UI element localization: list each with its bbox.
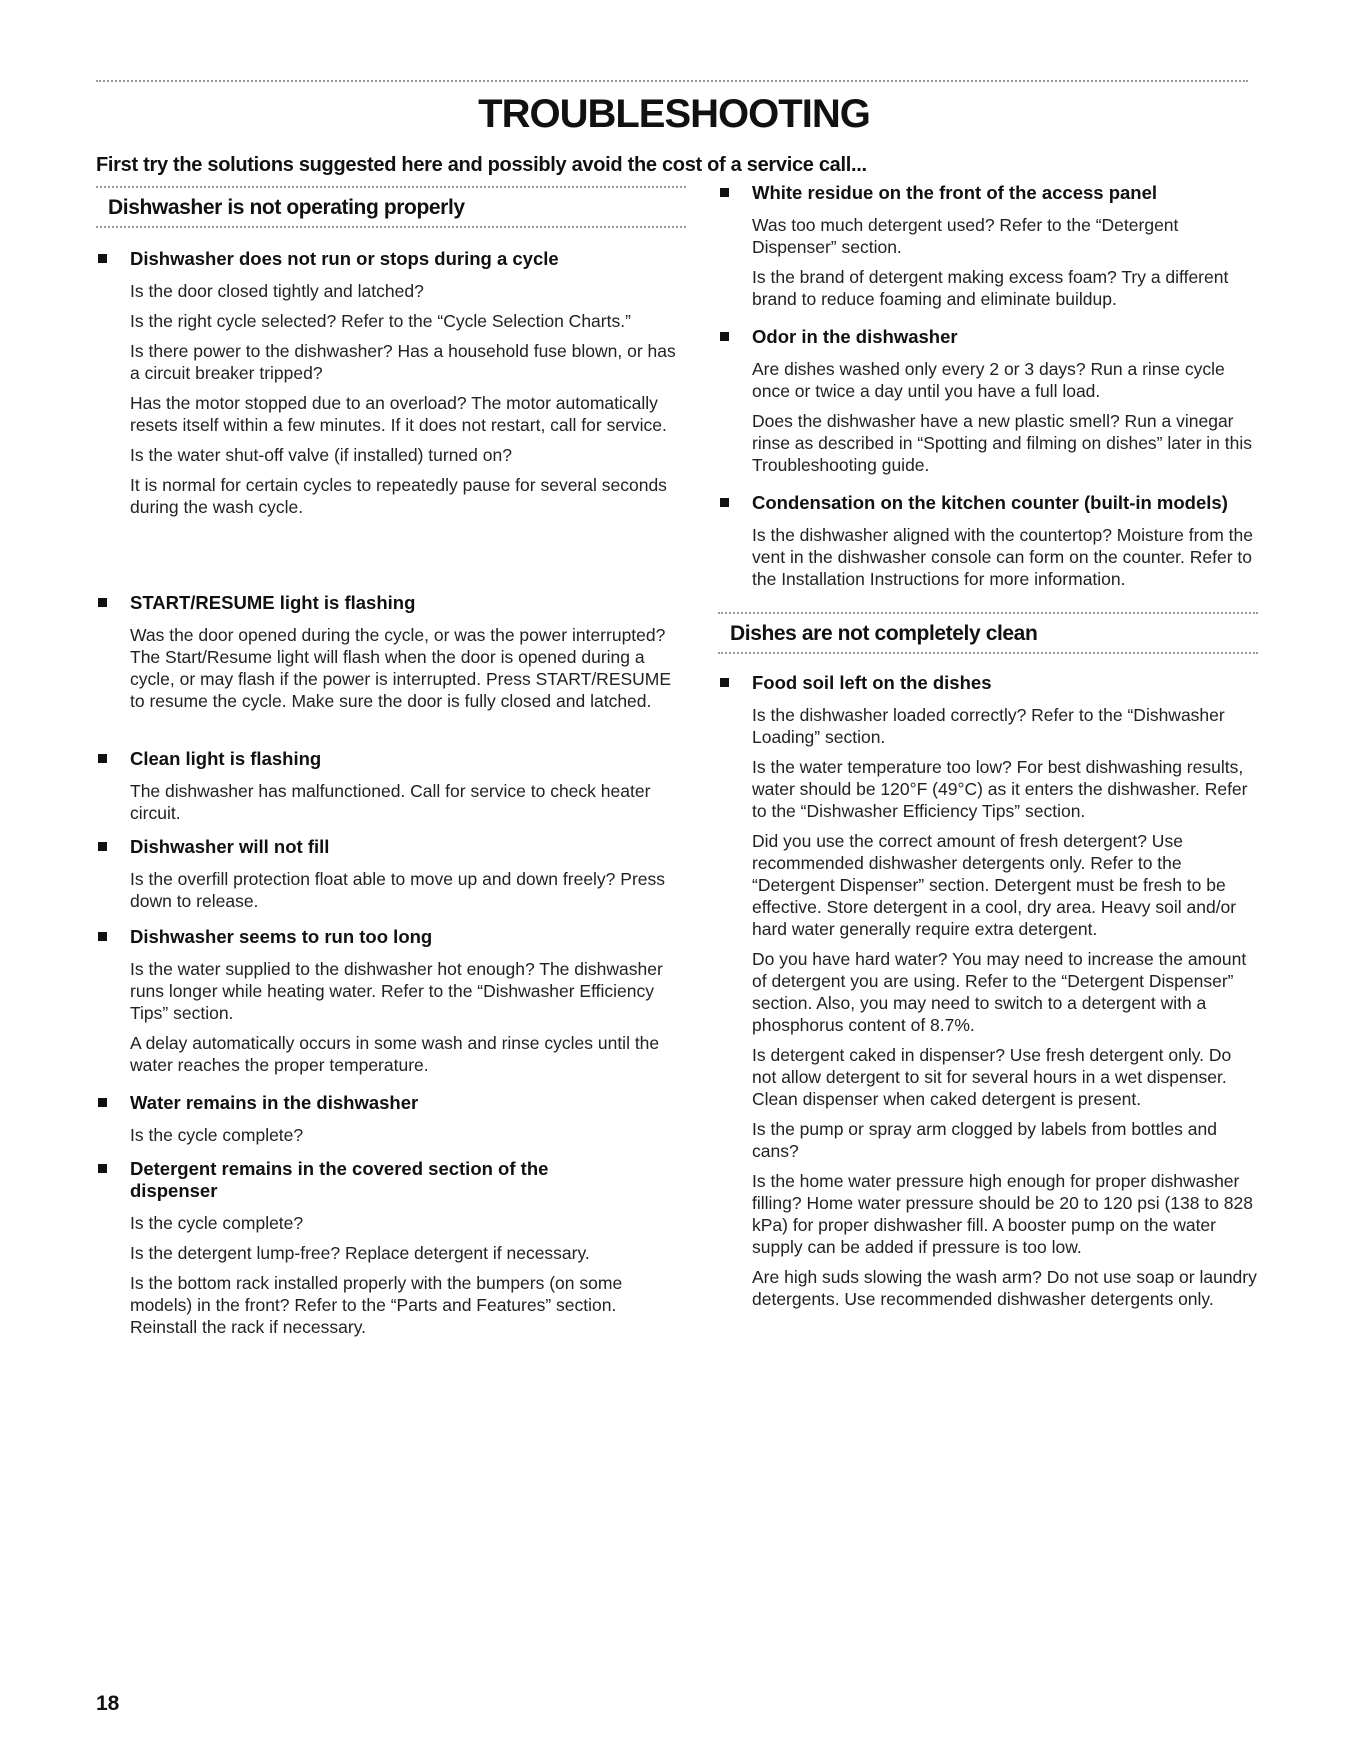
answer-text: Is the detergent lump-free? Replace detergent if necessary. [130,1243,590,1263]
answer-text: Are high suds slowing the wash arm? Do not use soap or laundry detergents. Use recommended dishwasher detergents only. [752,1267,1257,1309]
answer-text: A delay automatically occurs in some wash and rinse cycles until the water reaches the proper temperature. [130,1033,660,1075]
bullet-icon [720,498,729,507]
answer-text: Are dishes washed only every 2 or 3 days? Run a rinse cycle once or twice a day until you have a full load. [752,359,1225,401]
problem-heading-text: Dishwasher will not fill [130,836,330,857]
bullet-icon [98,1164,107,1173]
problem-heading [718,182,1258,204]
problem-heading-text: START/RESUME light is flashing [130,592,416,613]
bullet-icon [720,188,729,197]
bullet-icon [98,842,107,851]
problem-item [96,1092,686,1146]
problem-heading-text: Odor in the dishwasher [752,326,958,347]
answer-text: Is the water shut-off valve (if installed) turned on? [130,445,512,465]
answer-text: Is the cycle complete? [130,1125,304,1145]
problem-item [96,748,686,824]
problem-heading [96,836,686,858]
bullet-icon [720,678,729,687]
problem-heading-text: Detergent remains in the covered section of the dispenser [130,1158,549,1201]
problem-heading [96,1092,686,1114]
problem-heading [718,492,1258,514]
problem-item [96,1158,686,1338]
answer-text: Is the dishwasher aligned with the countertop? Moisture from the vent in the dishwasher console can form on the counter. Refer to the Installation Instructions for more information. [752,525,1253,589]
answer-text: Was too much detergent used? Refer to the “Detergent Dispenser” section. [752,215,1179,257]
problem-heading [718,326,1258,348]
answer-text: Is the home water pressure high enough for proper dishwasher filling? Home water pressure should be 20 to 120 psi (138 to 828 kPa) for proper dishwasher fill. A booster pump on the water supply can be added if pressure is too low. [752,1171,1253,1257]
answer-text: Is the dishwasher loaded correctly? Refer to the “Dishwasher Loading” section. [752,705,1225,747]
answer-text: Was the door opened during the cycle, or was the power interrupted? The Start/Resume light will flash when the door is opened during a cycle, or may flash if the power is interrupted. Press START/RESUME to resume the cycle. Make sure the door is fully closed and latched. [130,625,672,711]
intro-text: First try the solutions suggested here and possibly avoid the cost of a service call... [96,154,867,176]
section-rule-bottom [96,226,686,228]
problem-heading [96,248,686,270]
bullet-icon [98,254,107,263]
problem-heading-text: Dishwasher does not run or stops during a cycle [130,248,559,269]
section-title: Dishwasher is not operating properly [108,196,465,219]
answer-text: Does the dishwasher have a new plastic smell? Run a vinegar rinse as described in “Spotting and filming on dishes” later in this Troubleshooting guide. [752,411,1252,475]
answer-text: The dishwasher has malfunctioned. Call for service to check heater circuit. [130,781,651,823]
bullet-icon [98,754,107,763]
problem-item [96,592,686,712]
problem-item [718,182,1258,310]
page-number: 18 [96,1692,120,1715]
top-divider [96,80,1248,82]
problem-heading [96,926,686,948]
answer-text: Is there power to the dishwasher? Has a household fuse blown, or has a circuit breaker tripped? [130,341,676,383]
answer-text: Is the right cycle selected? Refer to the “Cycle Selection Charts.” [130,311,631,331]
problem-item [718,326,1258,476]
problem-heading [96,1158,686,1202]
problem-heading [96,748,686,770]
answer-text: Is the overfill protection float able to move up and down freely? Press down to release. [130,869,666,911]
problem-item [718,672,1258,1310]
section-header-not-operating [96,186,686,228]
problem-heading-text: Food soil left on the dishes [752,672,992,693]
section-header-not-clean [718,612,1258,654]
bullet-icon [720,332,729,341]
bullet-icon [98,1098,107,1107]
answer-text: Has the motor stopped due to an overload? The motor automatically resets itself within a few minutes. If it does not restart, call for service. [130,393,667,435]
answer-text: Is the water temperature too low? For best dishwashing results, water should be 120°F (49°C) as it enters the dishwasher. Refer to the “Dishwasher Efficiency Tips” section. [752,757,1248,821]
bullet-icon [98,598,107,607]
answer-text: Do you have hard water? You may need to increase the amount of detergent you are using. Refer to the “Detergent Dispenser” section. Also, you may need to switch to a detergent with a phosphorus content of 8.7%. [752,949,1247,1035]
answer-text: Did you use the correct amount of fresh detergent? Use recommended dishwasher detergents only. Refer to the “Detergent Dispenser” section. Detergent must be fresh to be effective. Store detergent in a cool, dry area. Heavy soil and/or hard water generally require extra detergent. [752,831,1237,939]
answer-text: It is normal for certain cycles to repeatedly pause for several seconds during the wash cycle. [130,475,667,517]
answer-text: Is the brand of detergent making excess foam? Try a different brand to reduce foaming and eliminate buildup. [752,267,1229,309]
problem-heading-text: Condensation on the kitchen counter (built-in models) [752,492,1228,513]
problem-heading [718,672,1258,694]
answer-text: Is the door closed tightly and latched? [130,281,424,301]
problem-item [96,926,686,1076]
page-title: TROUBLESHOOTING [478,92,870,136]
answer-text: Is detergent caked in dispenser? Use fresh detergent only. Do not allow detergent to sit for several hours in a wet dispenser. Clean dispenser when caked detergent is present. [752,1045,1232,1109]
bullet-icon [98,932,107,941]
problem-item [718,492,1258,590]
answer-text: Is the pump or spray arm clogged by labels from bottles and cans? [752,1119,1217,1161]
answer-text: Is the water supplied to the dishwasher hot enough? The dishwasher runs longer while heating water. Refer to the “Dishwasher Efficiency Tips” section. [130,959,663,1023]
answer-text: Is the bottom rack installed properly with the bumpers (on some models) in the front? Refer to the “Parts and Features” section. Reinstall the rack if necessary. [130,1273,623,1337]
problem-heading-text: Dishwasher seems to run too long [130,926,433,947]
problem-heading [96,592,686,614]
problem-item [96,248,686,518]
section-rule-bottom [718,652,1258,654]
section-title: Dishes are not completely clean [730,622,1038,645]
problem-item [96,836,686,912]
answer-text: Is the cycle complete? [130,1213,304,1233]
problem-heading-text: Water remains in the dishwasher [130,1092,419,1113]
problem-heading-text: White residue on the front of the access panel [752,182,1158,203]
problem-heading-text: Clean light is flashing [130,748,322,769]
